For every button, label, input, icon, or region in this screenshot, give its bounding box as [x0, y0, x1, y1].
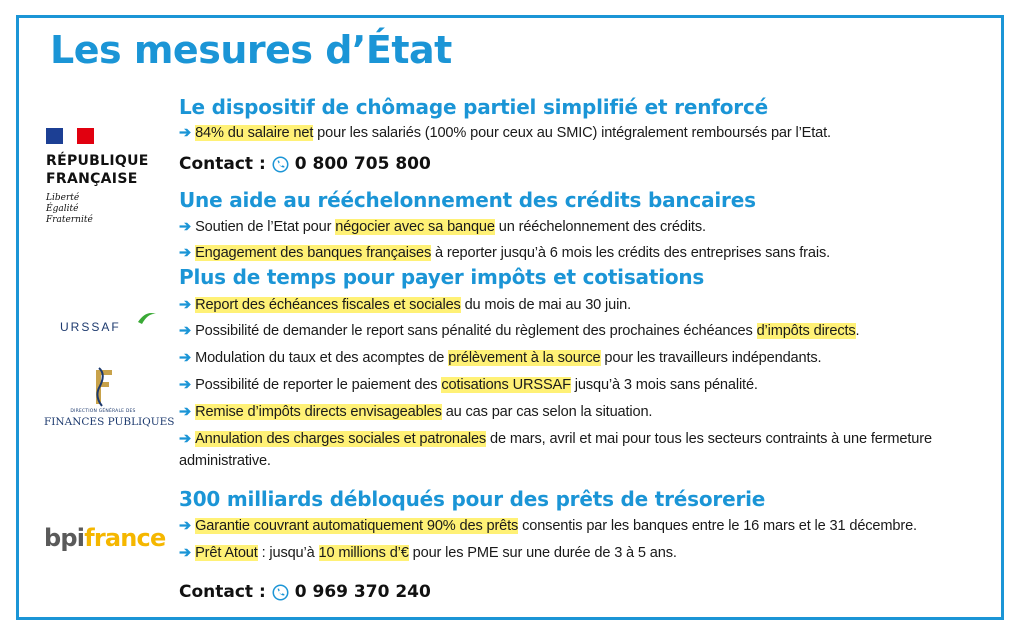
arrow-icon: ➔ [179, 545, 192, 561]
arrow-icon: ➔ [179, 377, 192, 393]
section-title-tresorerie: 300 milliards débloqués pour des prêts de trésorerie [179, 487, 766, 511]
republique-motto: Liberté Égalité Fraternité [46, 193, 93, 225]
bullet-tresorerie-2: ➔ Prêt Atout : jusqu’à 10 millions d’€ pour les PME sur une durée de 3 à 5 ans. [179, 545, 677, 561]
arrow-icon: ➔ [179, 518, 192, 534]
french-flag-icon [46, 128, 94, 144]
contact-tresorerie: Contact : 0 969 370 240 [179, 582, 431, 602]
urssaf-logo: URSSAF [60, 308, 160, 338]
bullet-tresorerie-1: ➔ Garantie couvrant automatiquement 90% des prêts consentis par les banques entre le 16 mars et le 31 décembre. [179, 518, 917, 534]
bullet-chomage-1: ➔ 84% du salaire net pour les salariés (100% pour ceux au SMIC) intégralement remboursés par l’Etat. [179, 125, 831, 141]
section-title-chomage: Le dispositif de chômage partiel simplifié et renforcé [179, 95, 768, 119]
bullet-credits-1: ➔ Soutien de l’Etat pour négocier avec sa banque un rééchelonnement des crédits. [179, 219, 706, 235]
bullet-impots-6: ➔ Annulation des charges sociales et patronales de mars, avril et mai pour tous les secteurs contraints à une fermeture administrative. [179, 431, 932, 469]
phone-number[interactable]: 0 969 370 240 [294, 582, 431, 602]
phone-number[interactable]: 0 800 705 800 [294, 154, 431, 174]
section-title-impots: Plus de temps pour payer impôts et cotisations [179, 265, 705, 289]
contact-chomage: Contact : 0 800 705 800 [179, 154, 431, 174]
arrow-icon: ➔ [179, 323, 192, 339]
arrow-icon: ➔ [179, 245, 192, 261]
dgfip-emblem-icon [88, 366, 118, 408]
section-title-credits: Une aide au rééchelonnement des crédits bancaires [179, 188, 756, 212]
republique-name: RÉPUBLIQUE FRANÇAISE [46, 153, 149, 187]
arrow-icon: ➔ [179, 404, 192, 420]
page-title: Les mesures d’État [50, 28, 452, 72]
arrow-icon: ➔ [179, 219, 192, 235]
bullet-impots-4: ➔ Possibilité de reporter le paiement des cotisations URSSAF jusqu’à 3 mois sans pénalité. [179, 377, 758, 393]
bullet-impots-1: ➔ Report des échéances fiscales et sociales du mois de mai au 30 juin. [179, 297, 632, 313]
republique-francaise-logo [46, 128, 166, 238]
arrow-icon: ➔ [179, 297, 192, 313]
arrow-icon: ➔ [179, 431, 192, 447]
bullet-impots-3: ➔ Modulation du taux et des acomptes de prélèvement à la source pour les travailleurs indépendants. [179, 350, 822, 366]
bullet-impots-2: ➔ Possibilité de demander le report sans pénalité du règlement des prochaines échéances d’impôts directs. [179, 323, 860, 339]
dgfip-logo: DIRECTION GÉNÉRALE DES FINANCES PUBLIQUES [44, 366, 164, 428]
phone-icon [272, 156, 289, 173]
phone-icon [272, 584, 289, 601]
arrow-icon: ➔ [179, 350, 192, 366]
urssaf-swoosh-icon [136, 308, 158, 328]
bullet-credits-2: ➔ Engagement des banques françaises à reporter jusqu’à 6 mois les crédits des entreprises sans frais. [179, 245, 830, 261]
arrow-icon: ➔ [179, 125, 192, 141]
bullet-impots-5: ➔ Remise d’impôts directs envisageables au cas par cas selon la situation. [179, 404, 653, 420]
bpifrance-logo: bpifrance [44, 524, 166, 552]
